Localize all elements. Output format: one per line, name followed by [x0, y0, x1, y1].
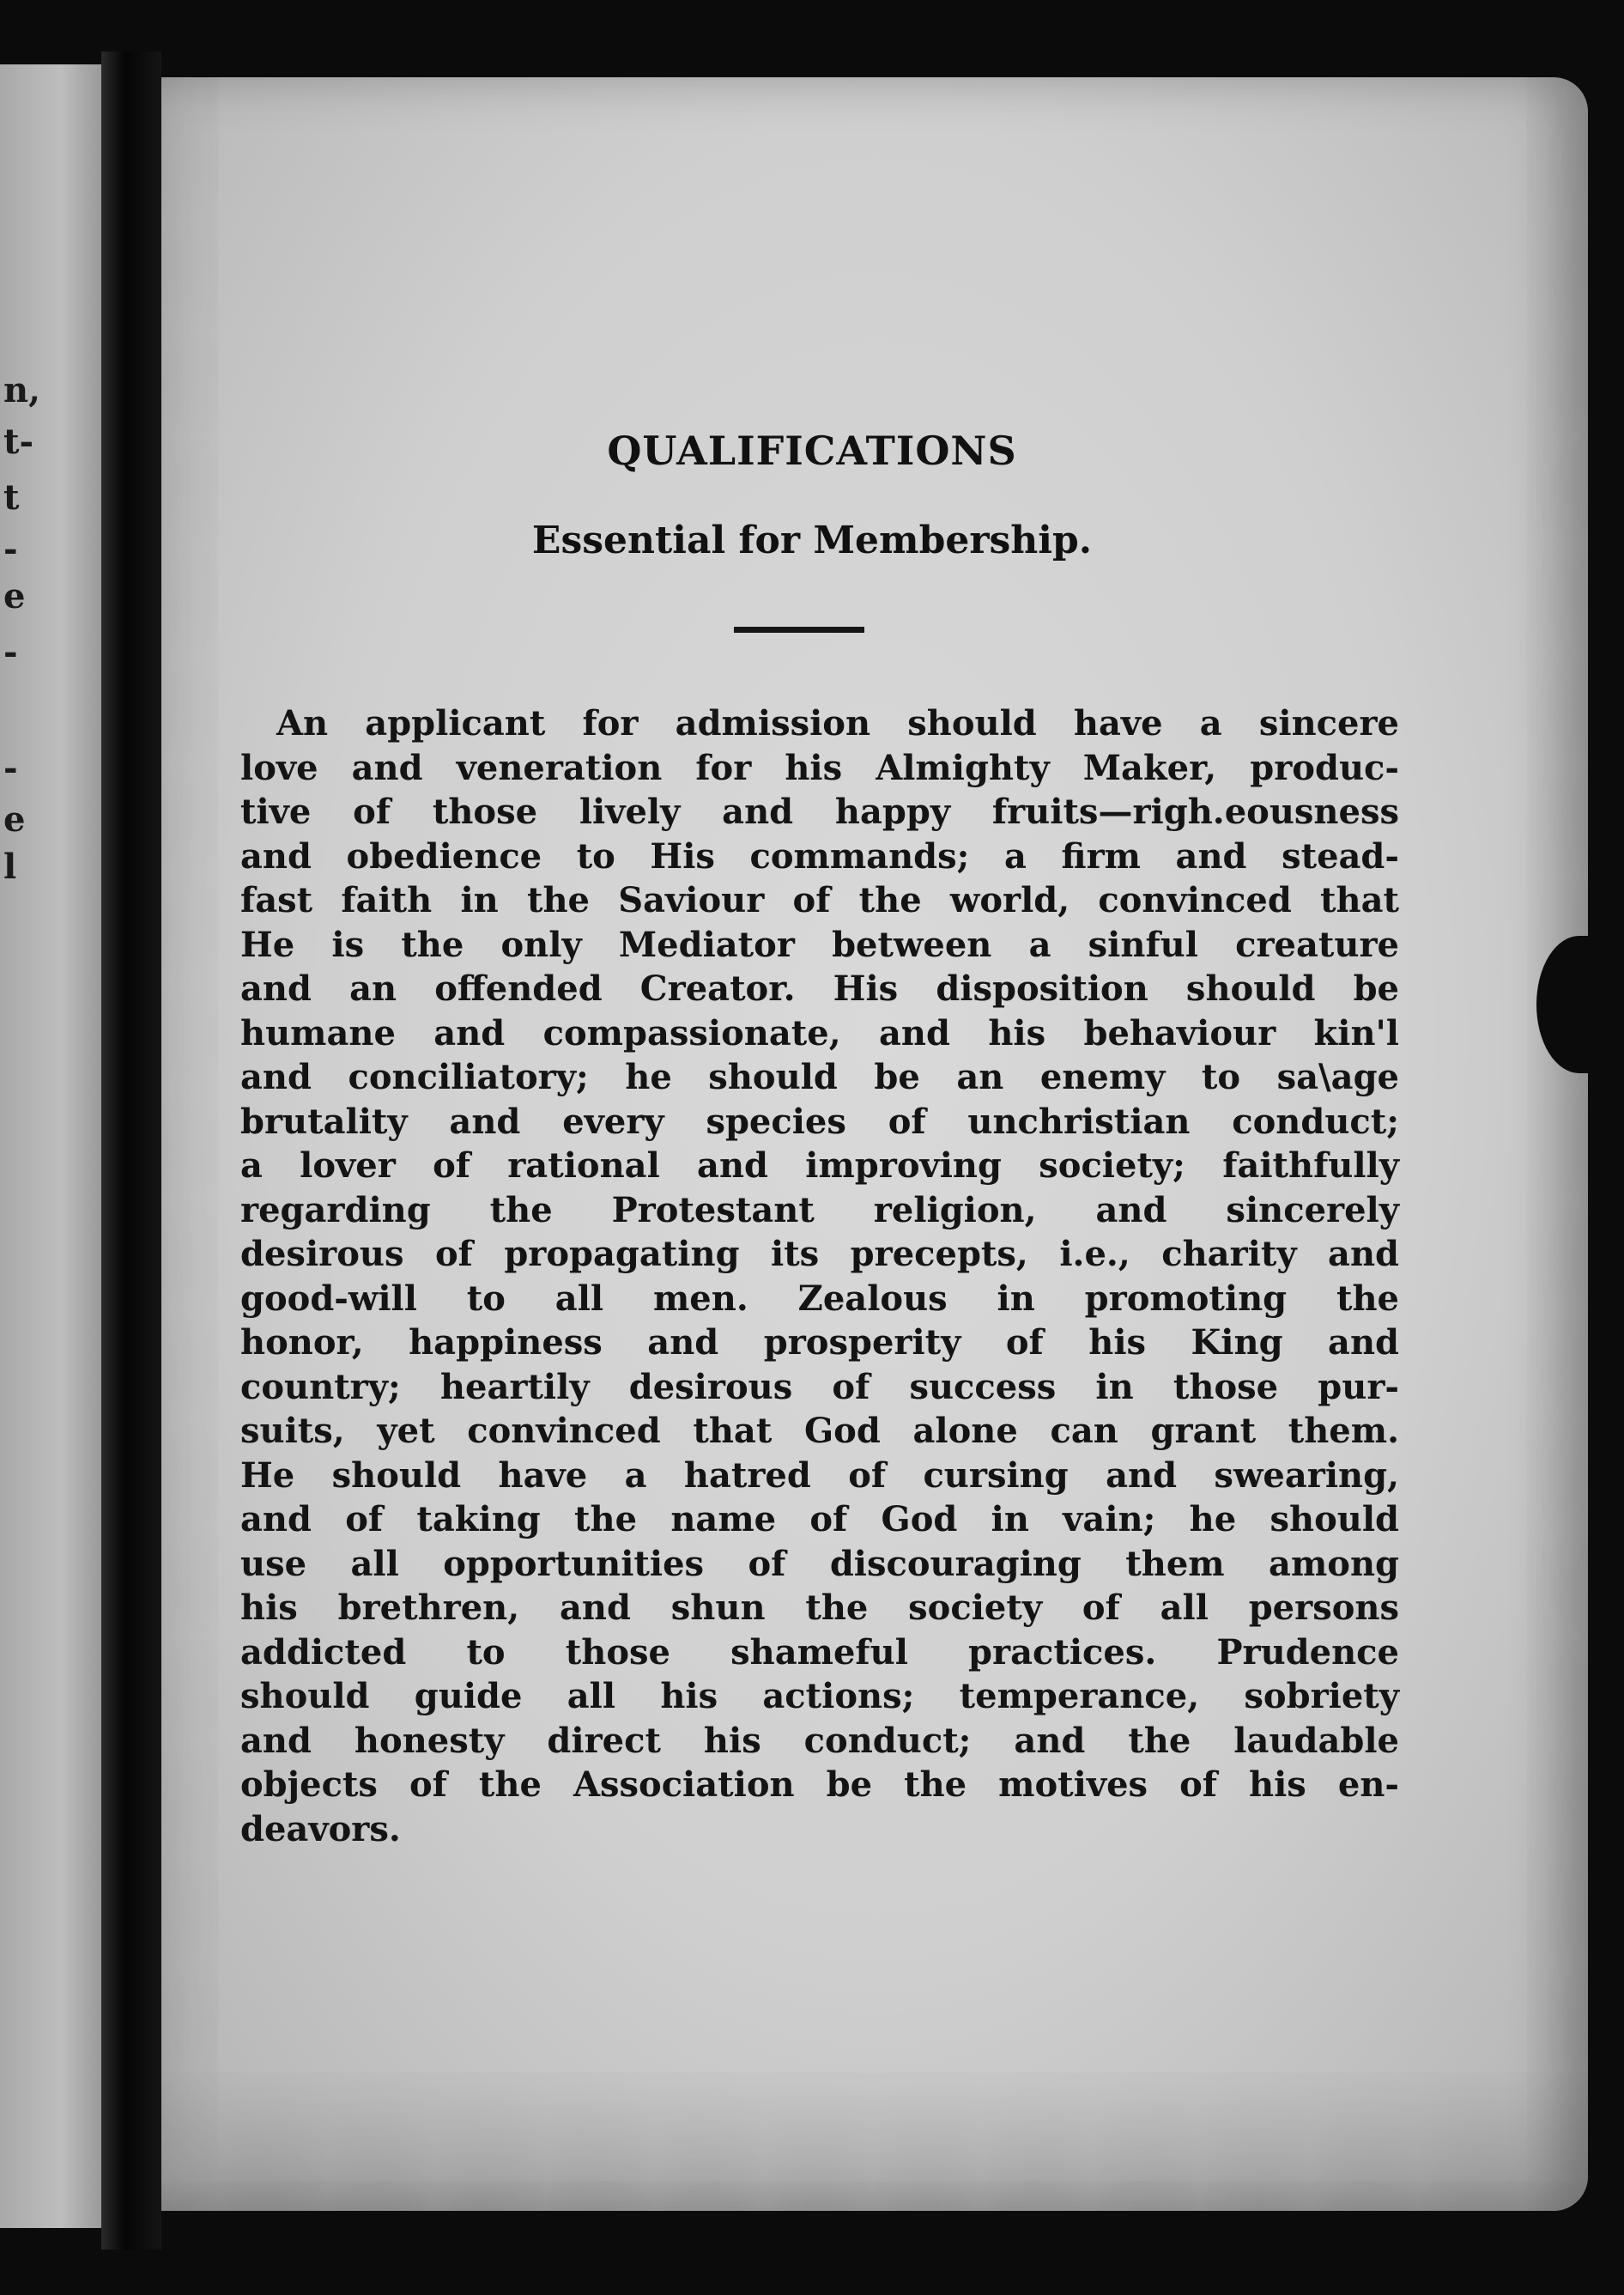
title-divider [734, 627, 864, 633]
body-line: and of taking the name of God in vain; he should [240, 1499, 1399, 1539]
margin-fragment: - [3, 529, 18, 569]
body-line: and honesty direct his conduct; and the laudable [240, 1720, 1399, 1761]
body-line: a lover of rational and improving society; faithfully [240, 1145, 1399, 1186]
body-line: good-will to all men. Zealous in promoting the [240, 1278, 1399, 1319]
margin-fragment: n, [3, 370, 41, 410]
margin-fragment: l [3, 847, 17, 887]
margin-fragment: e [3, 576, 26, 616]
body-line: addicted to those shameful practices. Prudence [240, 1631, 1399, 1673]
body-line: An applicant for admission should have a sincere [276, 703, 1399, 744]
body-line: country; heartily desirous of success in those pur- [240, 1366, 1399, 1407]
body-line: should guide all his actions; temperance, sobriety [240, 1676, 1399, 1716]
body-line: use all opportunities of discouraging them among [240, 1543, 1399, 1584]
body-paragraph [240, 701, 1399, 1851]
body-line: tive of those lively and happy fruits—righ.eousness [240, 792, 1399, 832]
body-line: He is the only Mediator between a sinful creature [240, 924, 1399, 965]
facing-page-edge [0, 64, 101, 2228]
body-line: love and veneration for his Almighty Maker, produc- [240, 747, 1399, 788]
body-line: He should have a hatred of cursing and swearing, [240, 1454, 1399, 1496]
body-line: and an offended Creator. His disposition should be [240, 968, 1399, 1009]
body-line: regarding the Protestant religion, and sincerely [240, 1189, 1399, 1230]
body-line: suits, yet convinced that God alone can grant them. [240, 1411, 1399, 1451]
body-line: fast faith in the Saviour of the world, convinced that [240, 880, 1399, 920]
body-line: deavors. [240, 1808, 401, 1849]
margin-fragment: t- [3, 422, 34, 462]
page-subtitle: Essential for Membership. [531, 519, 1093, 562]
body-line: objects of the Association be the motives of his en- [240, 1764, 1399, 1805]
page-title: QUALIFICATIONS [607, 428, 1017, 474]
margin-fragment: e [3, 799, 26, 840]
margin-fragment: - [3, 748, 18, 788]
body-line: humane and compassionate, and his behaviour kin'l [240, 1012, 1399, 1053]
margin-fragment: t [3, 477, 20, 518]
margin-fragment: - [3, 632, 18, 672]
binding-gutter [101, 52, 161, 2249]
body-line: his brethren, and shun the society of all persons [240, 1588, 1399, 1628]
page-edge-shadow [1536, 936, 1622, 1073]
body-line: and conciliatory; he should be an enemy to sa\age [240, 1057, 1399, 1097]
body-line: and obedience to His commands; a firm and stead- [240, 835, 1399, 877]
body-line: honor, happiness and prosperity of his King and [240, 1322, 1399, 1363]
body-line: desirous of propagating its precepts, i.e., charity and [240, 1234, 1399, 1274]
body-line: brutality and every species of unchristian conduct; [240, 1101, 1399, 1142]
